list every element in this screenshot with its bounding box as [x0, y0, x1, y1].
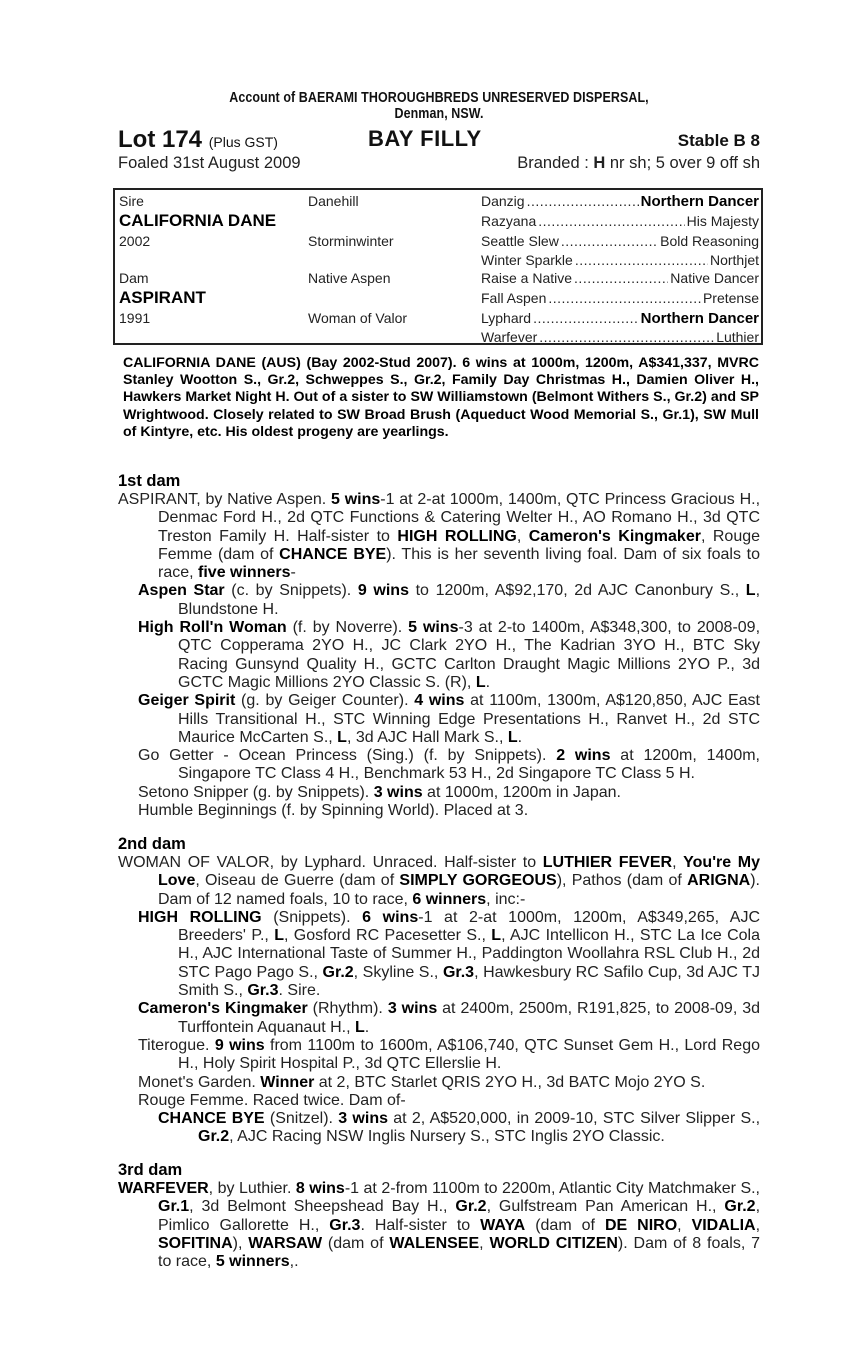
- leader-dots: [561, 233, 658, 249]
- dam-intro: WOMAN OF VALOR, by Lyphard. Unraced. Half-sister to LUTHIER FEVER, You're My Love, Oiseau de Guerre (dam of SIMPLY GORGEOUS), Pathos (dam of ARIGNA). Dam of 12 named foals, 10 to race, 6 winners, inc:-: [118, 854, 760, 908]
- progeny-entry: Monet's Garden. Winner at 2, BTC Starlet QRIS 2YO H., 3d BATC Mojo 2YO S.: [138, 1073, 706, 1091]
- ggp-name: Fall Aspen: [481, 290, 547, 306]
- brand-detail: nr sh; 5 over 9 off sh: [605, 154, 760, 172]
- dam-intro: WARFEVER, by Luthier. 8 wins-1 at 2-from 1100m to 2200m, Atlantic City Matchmaker S., Gr.1, 3d Belmont Sheepshead Bay H., Gr.2, Gulfstream Pan American H., Gr.2, Pimlico Gallorette H., Gr.3. Half-sister to WAYA (dam of DE NIRO, VIDALIA, SOFITINA), WARSAW (dam of WALENSEE, WORLD CITIZEN). Dam of 8 foals, 7 to race, 5 winners,.: [118, 1180, 761, 1271]
- progeny-list: [118, 582, 760, 820]
- leader-dots: [533, 310, 639, 326]
- branded-label: Branded :: [517, 154, 594, 172]
- ggp-row: [481, 310, 759, 327]
- leader-dots: [527, 193, 639, 209]
- grandprogeny-list: [118, 1110, 760, 1147]
- ggp-name: Lyphard: [481, 310, 532, 326]
- ggp-row: [481, 193, 759, 210]
- leader-dots: [574, 270, 668, 286]
- consignor-line-1: Account of BAERAMI THOROUGHBREDS UNRESERVED DISPERSAL,: [229, 90, 649, 106]
- progeny-entry: Rouge Femme. Raced twice. Dam of-: [138, 1091, 406, 1109]
- sire-year: 2002: [119, 233, 151, 249]
- ggp-sire: Northern Dancer: [640, 310, 759, 327]
- dam-dam: Woman of Valor: [308, 310, 408, 326]
- stable-location: Stable B 8: [677, 131, 760, 150]
- foal-row: [118, 154, 760, 176]
- dam-label: Dam: [119, 270, 149, 286]
- dam-name: ASPIRANT: [119, 288, 206, 307]
- ggp-name: Winter Sparkle: [481, 252, 573, 268]
- sire-summary: CALIFORNIA DANE (AUS) (Bay 2002-Stud 2007). 6 wins at 1000m, 1200m, A$341,337, MVRC Stanley Wootton S., Gr.2, Schweppes S., Gr.2, Family Day Christmas H., Damien Oliver H., Hawkers Market Night H. Out of a sister to SW Williamstown (Belmont Withers S., Gr.2) and SP Wrightwood. Closely related to SW Broad Brush (Aqueduct Wood Memorial S., Gr.1), SW Mull of Kintyre, etc. His oldest progeny are yearlings.: [123, 355, 759, 440]
- lot-row: [118, 126, 760, 154]
- sire-label: Sire: [119, 193, 144, 209]
- section-heading: 3rd dam: [118, 1161, 183, 1179]
- foaling-date: Foaled 31st August 2009: [118, 154, 301, 172]
- brand-mark: H: [593, 154, 606, 172]
- progeny-entry: Go Getter - Ocean Princess (Sing.) (f. by Snippets). 2 wins at 1200m, 1400m, Singapore TC Class 4 H., Benchmark 53 H., 2d Singapore TC Class 5 H.: [138, 747, 760, 783]
- ggp-row: [481, 252, 759, 268]
- leader-dots: [539, 329, 714, 345]
- dam-year: 1991: [119, 310, 151, 326]
- progeny-entry: High Roll'n Woman (f. by Noverre). 5 wins-3 at 2-to 1400m, A$348,300, to 2008-09, QTC Copperama 2YO H., JC Clark 2YO H., The Kadrian 3YO H., BTC Sky Racing Gunsynd Quality H., GCTC Carlton Draught Magic Millions 2YO P., 3d GCTC Magic Millions 2YO Classic S. (R), L.: [138, 619, 761, 691]
- progeny-entry: Cameron's Kingmaker (Rhythm). 3 wins at 2400m, 2500m, R191,825, to 2008-09, 3d Turffontein Aquanaut H., L.: [138, 1000, 761, 1036]
- sire-sire: Danehill: [308, 193, 359, 209]
- ggp-sire: Bold Reasoning: [660, 233, 759, 249]
- catalogue-page: [118, 90, 761, 1271]
- ggp-sire: Northjet: [709, 252, 759, 268]
- dam-sire: Native Aspen: [308, 270, 391, 286]
- leader-dots: [575, 252, 708, 268]
- brand-description: [517, 154, 760, 173]
- progeny-entry: HIGH ROLLING (Snippets). 6 wins-1 at 2-at 1000m, 1200m, A$349,265, AJC Breeders' P., L, Gosford RC Pacesetter S., L, AJC Intellicon H., STC La Ice Cola H., AJC International Taste of Summer H., Paddington Woollahra RSL Club H., 2d STC Pago Pago S., Gr.2, Skyline S., Gr.3, Hawkesbury RC Safilo Cup, 3d AJC TJ Smith S., Gr.3. Sire.: [138, 908, 761, 1000]
- ggp-row: [481, 290, 759, 306]
- progeny-entry: Aspen Star (c. by Snippets). 9 wins to 1200m, A$92,170, 2d AJC Canonbury S., L, Blundstone H.: [138, 582, 761, 618]
- ggp-row: [481, 213, 759, 229]
- second-dam-section: [118, 834, 760, 1147]
- progeny-list: [118, 909, 760, 1110]
- progeny-entry: Titerogue. 9 wins from 1100m to 1600m, A$106,740, QTC Sunset Gem H., Lord Rego H., Holy Spirit Hospital P., 3d QTC Ellerslie H.: [138, 1036, 761, 1073]
- ggp-row: [481, 270, 759, 286]
- progeny-entry: Setono Snipper (g. by Snippets). 3 wins at 1000m, 1200m in Japan.: [138, 783, 621, 801]
- pedigree-box: [113, 188, 763, 345]
- ggp-row: [481, 329, 759, 345]
- leader-dots: [538, 213, 684, 229]
- ggp-name: Raise a Native: [481, 270, 573, 286]
- sire-name: CALIFORNIA DANE: [119, 211, 277, 230]
- ggp-sire: Luthier: [716, 329, 759, 345]
- lot-label: Lot 174: [118, 126, 203, 153]
- ggp-sire: His Majesty: [686, 213, 759, 229]
- ggp-row: [481, 233, 759, 249]
- third-dam-section: [118, 1160, 760, 1271]
- ggp-sire: Native Dancer: [670, 270, 759, 286]
- ggp-sire: Northern Dancer: [640, 193, 759, 210]
- lot-number: [118, 126, 278, 154]
- first-dam-section: [118, 471, 760, 820]
- ggp-name: Razyana: [481, 213, 537, 229]
- sire-dam: Storminwinter: [308, 233, 394, 249]
- ggp-name: Seattle Slew: [481, 233, 559, 249]
- consignor-line-2: Denman, NSW.: [394, 106, 484, 122]
- section-heading: 1st dam: [118, 472, 181, 490]
- ggp-name: Warfever: [481, 329, 538, 345]
- progeny-entry: Humble Beginnings (f. by Spinning World). Placed at 3.: [138, 802, 529, 820]
- progeny-entry: Geiger Spirit (g. by Geiger Counter). 4 wins at 1100m, 1300m, A$120,850, AJC East Hills Transitional H., STC Winning Edge Presentations H., Ranvet H., 2d STC Maurice McCarten S., L, 3d AJC Hall Mark S., L.: [138, 692, 760, 746]
- sex-color: BAY FILLY: [368, 126, 482, 151]
- section-heading: 2nd dam: [118, 835, 186, 853]
- dam-intro: ASPIRANT, by Native Aspen. 5 wins-1 at 2-at 1000m, 1400m, QTC Princess Gracious H., Denmac Ford H., 2d QTC Functions & Catering Welter H., AO Romano H., 3d QTC Treston Family H. Half-sister to HIGH ROLLING, Cameron's Kingmaker, Rouge Femme (dam of CHANCE BYE). This is her seventh living foal. Dam of six foals to race, five winners-: [118, 491, 761, 582]
- gst-note: (Plus GST): [208, 134, 278, 150]
- leader-dots: [548, 290, 701, 306]
- ggp-sire: Pretense: [702, 290, 759, 306]
- progeny-entry: CHANCE BYE (Snitzel). 3 wins at 2, A$520,000, in 2009-10, STC Silver Slipper S., Gr.2, AJC Racing NSW Inglis Nursery S., STC Inglis 2YO Classic.: [158, 1110, 761, 1146]
- ggp-name: Danzig: [481, 193, 525, 209]
